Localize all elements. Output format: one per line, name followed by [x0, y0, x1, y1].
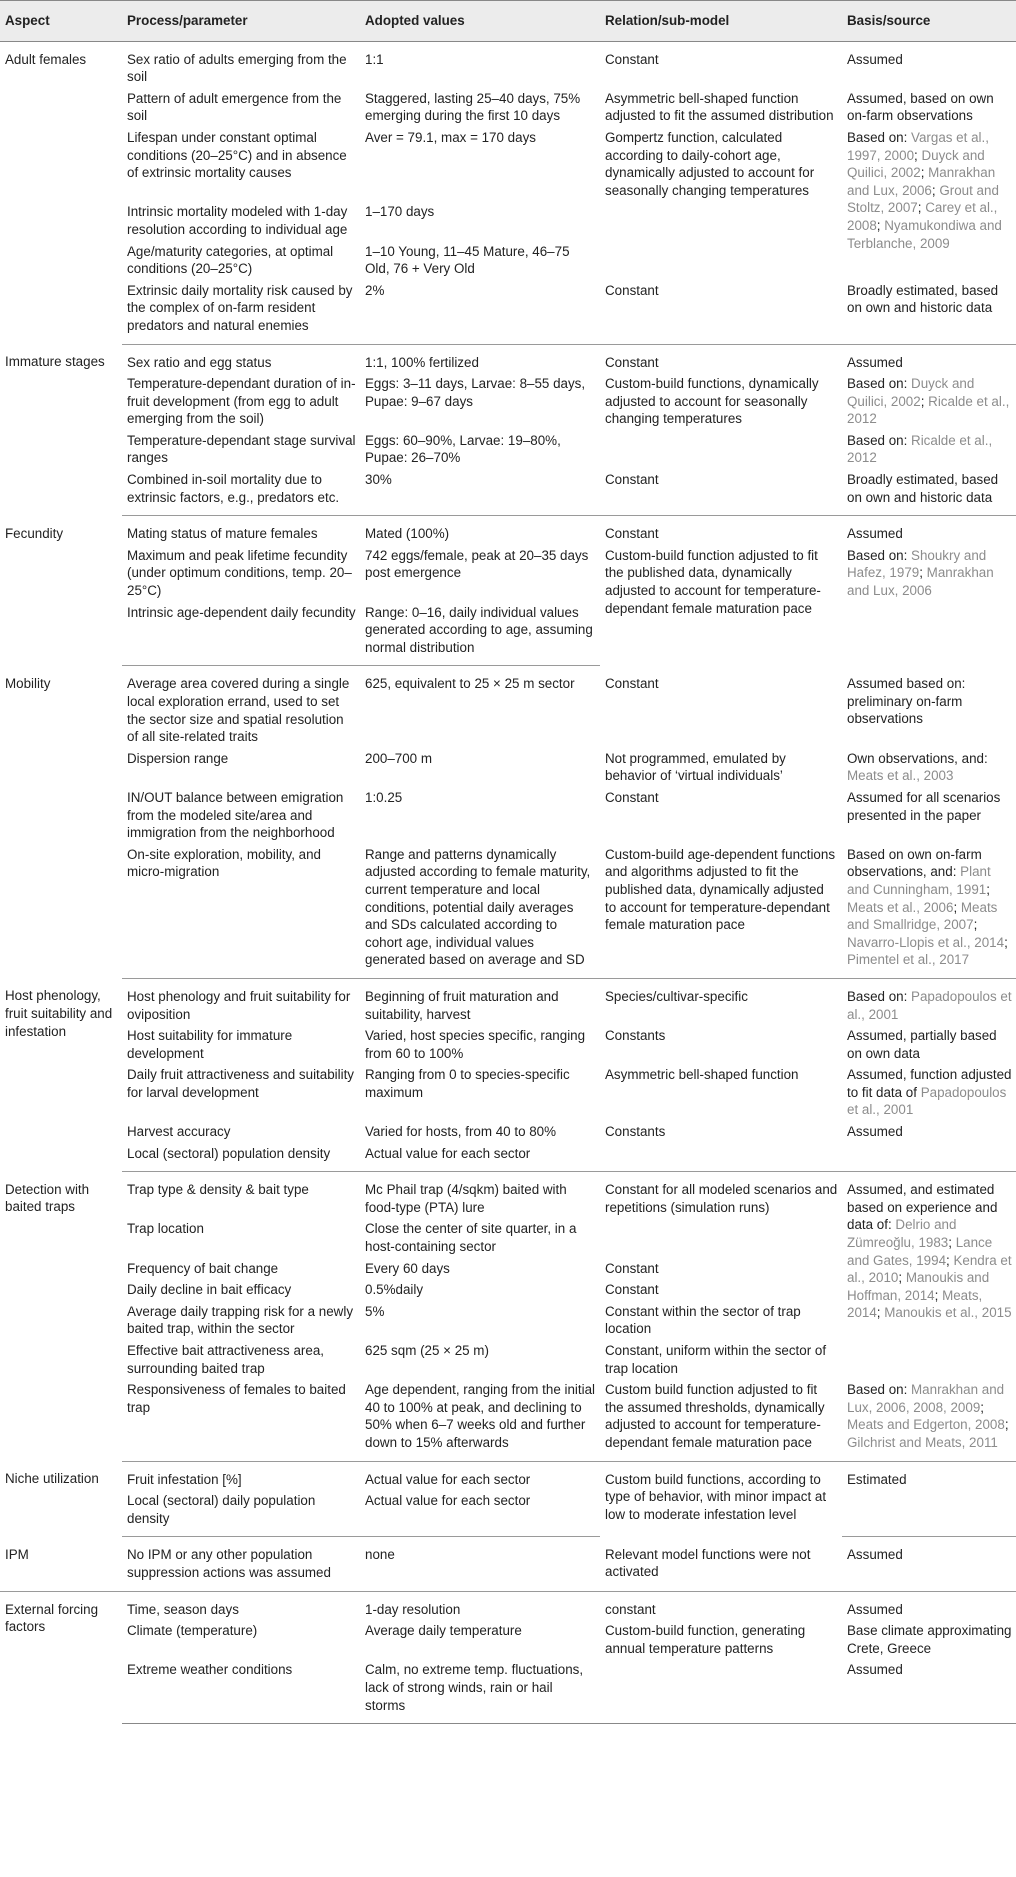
- basis-text: Base climate approximating Crete, Greece: [847, 1623, 1012, 1656]
- relation-cell: Constants: [605, 1124, 666, 1140]
- value-cell: Varied, host species specific, ranging from 60 to 100%: [365, 1028, 586, 1061]
- value-cell: 1–10 Young, 11–45 Mature, 46–75 Old, 76 + Very Old: [365, 243, 570, 277]
- basis-cell: [842, 1461, 1016, 1490]
- relation-cell: Constant: [605, 51, 659, 67]
- relation-cell: Constant: [605, 1260, 659, 1276]
- table-group: [0, 1461, 1016, 1537]
- table-group: [0, 666, 1016, 979]
- basis-text: ;: [914, 147, 922, 163]
- param-cell: Pattern of adult emergence from the soil: [127, 90, 342, 124]
- aspect-cell: Detection with baited traps: [5, 1181, 90, 1215]
- table-row: [0, 1121, 1016, 1143]
- param-cell: Lifespan under constant optimal conditions (20–25°C) and in absence of extrinsic mortality causes: [127, 129, 347, 181]
- relation-cell: Constant: [605, 526, 659, 542]
- param-cell: On-site exploration, mobility, and micro-migration: [122, 844, 360, 979]
- value-cell: 5%: [365, 1303, 385, 1319]
- relation-cell: Custom-build functions, dynamically adjusted to account for seasonally changing temperatures: [605, 376, 819, 427]
- basis-text: Assumed, partially based on own data: [847, 1028, 997, 1061]
- value-cell: none: [360, 1537, 600, 1591]
- basis-text: Assumed: [847, 1601, 903, 1617]
- basis-text: Assumed: [847, 354, 903, 370]
- table-row: [0, 1620, 1016, 1659]
- table-group: [0, 516, 1016, 666]
- relation-cell: Constant: [605, 789, 659, 805]
- aspect-cell: IPM: [0, 1537, 122, 1591]
- basis-text: ;: [919, 565, 927, 581]
- relation-cell: Constant: [605, 354, 659, 370]
- param-cell: Local (sectoral) population density: [122, 1143, 360, 1172]
- basis-text: ;: [917, 200, 926, 216]
- aspect-cell: External forcing factors: [5, 1601, 99, 1635]
- param-cell: Trap type & density & bait type: [127, 1182, 309, 1198]
- basis-cell: [842, 469, 1016, 516]
- basis-text: Assumed, based on own on-farm observations: [847, 90, 994, 124]
- aspect-cell: Niche utilization: [5, 1471, 99, 1487]
- value-cell: Age dependent, ranging from the initial 40 to 100% at peak, and declining to 50% when 6–7 weeks old and further down to 15% afterwards: [360, 1379, 600, 1461]
- basis-text: ;: [920, 165, 929, 181]
- basis-text: ;: [953, 899, 961, 915]
- reference-link[interactable]: Kendra et al., 2010: [847, 1252, 1012, 1286]
- value-cell: Staggered, lasting 25–40 days, 75% emerging during the first 10 days: [365, 90, 581, 124]
- relation-cell: Custom-build age-dependent functions and algorithms adjusted to fit the published data, dynamically adjusted to account for temperature-dependant female maturation pace: [600, 844, 842, 979]
- basis-text: ;: [980, 1399, 985, 1415]
- table-row: [0, 748, 1016, 787]
- value-cell: 1:1, 100% fertilized: [365, 354, 479, 370]
- table-row: [0, 1143, 1016, 1172]
- relation-cell: Constants: [605, 1028, 666, 1044]
- basis-cell: [842, 666, 1016, 748]
- basis-text: Estimated: [847, 1471, 907, 1487]
- basis-cell: [842, 1064, 1016, 1121]
- param-cell: Frequency of bait change: [127, 1260, 279, 1276]
- basis-text: Based on:: [847, 1382, 912, 1398]
- header-values: Adopted values: [360, 1, 600, 42]
- value-cell: Ranging from 0 to species-specific maximum: [365, 1067, 570, 1100]
- basis-text: Assumed based on: preliminary on-farm observations: [847, 675, 966, 727]
- param-cell: Intrinsic age-dependent daily fecundity: [122, 602, 360, 666]
- value-cell: Actual value for each sector: [360, 1490, 600, 1537]
- basis-cell: [842, 787, 1016, 844]
- reference-link[interactable]: Navarro-Llopis et al., 2014: [847, 934, 1005, 950]
- value-cell: 200–700 m: [365, 750, 433, 766]
- reference-link[interactable]: Meats et al., 2006: [847, 899, 954, 915]
- table-row: [0, 844, 1016, 979]
- table-row: [0, 88, 1016, 127]
- param-cell: Extreme weather conditions: [122, 1659, 360, 1723]
- relation-cell: Gompertz function, calculated according to daily-cohort age, dynamically adjusted to account for seasonally changing temperatures: [605, 129, 815, 198]
- value-cell: Actual value for each sector: [365, 1471, 531, 1487]
- param-cell: Dispersion range: [127, 750, 229, 766]
- basis-text: Own observations, and:: [847, 750, 988, 766]
- value-cell: Mated (100%): [365, 526, 450, 542]
- aspect-cell: Mobility: [5, 675, 51, 691]
- value-cell: Range: 0–16, daily individual values generated according to age, assuming normal distribution: [360, 602, 600, 666]
- relation-cell: Constant for all modeled scenarios and repetitions (simulation runs): [605, 1182, 838, 1215]
- value-cell: Eggs: 60–90%, Larvae: 19–80%, Pupae: 26–70%: [365, 432, 561, 466]
- table-row: [0, 787, 1016, 844]
- reference-link[interactable]: Manoukis et al., 2015: [884, 1305, 1012, 1321]
- reference-link[interactable]: Meats and Smallridge, 2007: [847, 899, 998, 933]
- reference-link[interactable]: Nyamukondiwa and Terblanche, 2009: [847, 217, 1002, 251]
- param-cell: Host suitability for immature development: [127, 1028, 293, 1061]
- relation-cell: Custom build functions, according to type of behavior, with minor impact at low to moderate infestation level: [605, 1471, 827, 1522]
- value-cell: 1:1: [365, 51, 384, 67]
- basis-text: Assumed for all scenarios presented in the paper: [847, 789, 1001, 823]
- table-row: [0, 1537, 1016, 1591]
- table-row: [0, 1025, 1016, 1064]
- basis-cell: [842, 88, 1016, 127]
- table-row: [0, 280, 1016, 344]
- basis-text: Assumed: [847, 51, 903, 67]
- basis-text: ;: [948, 1235, 956, 1251]
- param-cell: Sex ratio of adults emerging from the soil: [127, 51, 347, 85]
- relation-cell: Constant within the sector of trap location: [605, 1303, 801, 1337]
- param-cell: Climate (temperature): [127, 1623, 258, 1639]
- table-group: [0, 41, 1016, 344]
- basis-cell: [842, 748, 1016, 787]
- reference-link[interactable]: Meats and Edgerton, 2008: [847, 1417, 1005, 1433]
- param-cell: Average daily trapping risk for a newly baited trap, within the sector: [127, 1303, 354, 1337]
- table-row: [0, 127, 1016, 201]
- value-cell: Eggs: 3–11 days, Larvae: 8–55 days, Pupae: 9–67 days: [365, 376, 586, 409]
- table-row: [0, 545, 1016, 602]
- table-group: [0, 1172, 1016, 1461]
- reference-link[interactable]: Gilchrist and Meats, 2011: [847, 1434, 998, 1450]
- param-cell: Daily fruit attractiveness and suitability for larval development: [127, 1067, 354, 1100]
- reference-link[interactable]: Duyck and Quilici, 2002: [847, 376, 975, 409]
- relation-cell: Constant, uniform within the sector of trap location: [605, 1343, 827, 1376]
- relation-cell: Constant: [605, 1282, 659, 1298]
- param-cell: Fruit infestation [%]: [127, 1471, 242, 1487]
- basis-text: Assumed: [847, 526, 903, 542]
- basis-cell: [842, 41, 1016, 88]
- param-cell: Temperature-dependant stage survival ranges: [127, 432, 356, 466]
- basis-text: Assumed: [847, 1124, 903, 1140]
- basis-text: Based on:: [847, 547, 912, 563]
- basis-cell: [842, 1172, 1016, 1379]
- param-cell: Maximum and peak lifetime fecundity (under optimum conditions, temp. 20–25°C): [127, 547, 352, 599]
- relation-cell: Asymmetric bell-shaped function adjusted to fit the assumed distribution: [605, 90, 834, 124]
- basis-cell: [842, 844, 1016, 979]
- reference-link[interactable]: Manrakhan and Lux, 2006: [847, 565, 994, 599]
- relation-cell: Not programmed, emulated by behavior of ‘virtual individuals’: [605, 750, 786, 784]
- table-row: [0, 1172, 1016, 1219]
- value-cell: 625, equivalent to 25 × 25 m sector: [365, 676, 575, 692]
- reference-link[interactable]: Shoukry and Hafez, 1979: [847, 547, 987, 581]
- reference-link[interactable]: Papadopoulos et al., 2001: [847, 1084, 1007, 1118]
- relation-cell: [600, 1143, 842, 1172]
- value-cell: Aver = 79.1, max = 170 days: [365, 129, 536, 145]
- basis-cell: [842, 1143, 1016, 1172]
- table-row: [0, 1659, 1016, 1723]
- table-row: [0, 373, 1016, 430]
- basis-text: ;: [1004, 1417, 1009, 1433]
- table-row: [0, 430, 1016, 469]
- reference-link[interactable]: Vargas et al., 1997, 2000: [847, 129, 989, 163]
- relation-cell: Custom-build function adjusted to fit the published data, dynamically adjusted to account for temperature-dependant female maturation pace: [605, 547, 821, 616]
- aspect-cell: Host phenology, fruit suitability and infestation: [5, 988, 113, 1039]
- basis-cell: [842, 1490, 1016, 1537]
- reference-link[interactable]: Manoukis and Hoffman, 2014: [847, 1270, 990, 1303]
- basis-cell: [842, 978, 1016, 1025]
- value-cell: Calm, no extreme temp. fluctuations, lack of strong winds, rain or hail storms: [360, 1659, 600, 1723]
- relation-cell: [600, 241, 842, 280]
- basis-text: Based on:: [847, 432, 912, 448]
- table-row: [0, 41, 1016, 88]
- table-group: [0, 978, 1016, 1171]
- value-cell: Varied for hosts, from 40 to 80%: [365, 1124, 557, 1140]
- reference-link[interactable]: Manrakhan and Lux, 2006, 2008, 2009: [847, 1382, 1005, 1415]
- reference-link[interactable]: Papadopoulos et al., 2001: [847, 988, 1012, 1022]
- value-cell: Range and patterns dynamically adjusted according to female maturity, current temperature and local conditions, potential daily averages and SDs calculated according to cohort age, individual values generated based on average and SD: [360, 844, 600, 979]
- value-cell: Actual value for each sector: [360, 1143, 600, 1172]
- relation-cell: constant: [605, 1601, 656, 1617]
- table-row: [0, 978, 1016, 1025]
- table-row: [0, 469, 1016, 516]
- value-cell: Beginning of fruit maturation and suitability, harvest: [365, 988, 559, 1022]
- basis-text: ;: [1004, 934, 1008, 950]
- table-row: [0, 516, 1016, 545]
- param-cell: Harvest accuracy: [127, 1124, 231, 1140]
- header-relation: Relation/sub-model: [600, 1, 842, 42]
- value-cell: 1-day resolution: [365, 1601, 461, 1617]
- value-cell: Mc Phail trap (4/sqkm) baited with food-type (PTA) lure: [365, 1182, 567, 1215]
- table-row: [0, 1461, 1016, 1490]
- param-cell: Combined in-soil mortality due to extrinsic factors, e.g., predators etc.: [122, 469, 360, 516]
- basis-cell: [842, 127, 1016, 280]
- relation-cell: Species/cultivar-specific: [605, 988, 748, 1004]
- aspect-cell: Immature stages: [5, 354, 105, 369]
- basis-text: Broadly estimated, based on own and historic data: [847, 472, 999, 505]
- header-row: [0, 1, 1016, 42]
- header-process: Process/parameter: [122, 1, 360, 42]
- basis-text: Assumed: [847, 1547, 903, 1563]
- value-cell: Average daily temperature: [365, 1623, 522, 1639]
- basis-cell: [842, 1620, 1016, 1659]
- param-cell: Extrinsic daily mortality risk caused by the complex of on-farm resident predators and natural enemies: [122, 280, 360, 344]
- table-row: [0, 666, 1016, 748]
- relation-cell: Constant: [605, 675, 659, 691]
- reference-link[interactable]: Ricalde et al., 2012: [847, 432, 993, 466]
- basis-text: Based on:: [847, 988, 912, 1004]
- reference-link[interactable]: Duyck and Quilici, 2002: [847, 147, 985, 181]
- reference-link[interactable]: Plant and Cunningham, 1991: [847, 864, 991, 897]
- value-cell: 1–170 days: [365, 204, 435, 220]
- aspect-cell: Adult females: [5, 51, 87, 67]
- param-cell: Daily decline in bait efficacy: [127, 1282, 292, 1298]
- basis-cell: [842, 1379, 1016, 1461]
- table-row: [0, 344, 1016, 373]
- relation-cell: [600, 201, 842, 240]
- basis-text: ;: [946, 1252, 954, 1268]
- relation-cell: Custom-build function, generating annual temperature patterns: [605, 1623, 806, 1656]
- reference-link[interactable]: Meats, 2014: [847, 1287, 983, 1321]
- basis-cell: [842, 516, 1016, 545]
- relation-cell: Asymmetric bell-shaped function: [605, 1067, 799, 1083]
- basis-text: ;: [876, 1305, 885, 1321]
- basis-text: ;: [931, 182, 940, 198]
- value-cell: Every 60 days: [365, 1260, 450, 1276]
- basis-cell: [842, 1537, 1016, 1591]
- reference-link[interactable]: Manrakhan and Lux, 2006: [847, 165, 996, 198]
- table-group: [0, 1537, 1016, 1591]
- param-cell: No IPM or any other population suppression actions was assumed: [122, 1537, 360, 1591]
- param-cell: Trap location: [127, 1221, 204, 1237]
- reference-link[interactable]: Pimentel et al., 2017: [847, 952, 970, 968]
- value-cell: 1:0.25: [365, 789, 403, 805]
- basis-text: ;: [898, 1270, 906, 1286]
- basis-text: ;: [920, 393, 929, 409]
- relation-cell: [600, 1218, 842, 1257]
- table-row: [0, 1490, 1016, 1537]
- param-cell: Effective bait attractiveness area, surrounding baited trap: [127, 1343, 324, 1376]
- relation-cell: Constant: [600, 469, 842, 516]
- param-cell: Sex ratio and egg status: [127, 354, 272, 370]
- basis-text: ;: [876, 217, 885, 233]
- table-row: [0, 1591, 1016, 1620]
- basis-cell: [842, 1591, 1016, 1620]
- basis-text: ;: [973, 917, 978, 933]
- relation-cell: [600, 1659, 842, 1723]
- basis-text: Based on:: [847, 376, 912, 392]
- table-row: [0, 1379, 1016, 1461]
- param-cell: Mating status of mature females: [127, 526, 318, 542]
- reference-link[interactable]: Grout and Stoltz, 2007: [847, 182, 999, 216]
- param-cell: Responsiveness of females to baited trap: [122, 1379, 360, 1461]
- basis-cell: [842, 1659, 1016, 1723]
- param-cell: Intrinsic mortality modeled with 1-day resolution according to individual age: [127, 204, 348, 237]
- basis-cell: [842, 430, 1016, 469]
- param-cell: Age/maturity categories, at optimal conditions (20–25°C): [127, 243, 334, 277]
- table-row: [0, 1064, 1016, 1121]
- table-group: [0, 1591, 1016, 1724]
- basis-cell: [842, 1025, 1016, 1064]
- table-group: [0, 344, 1016, 516]
- basis-text: Based on:: [847, 129, 912, 145]
- value-cell: Close the center of site quarter, in a host-containing sector: [365, 1221, 577, 1255]
- value-cell: 30%: [360, 469, 600, 516]
- reference-link[interactable]: Ricalde et al., 2012: [847, 393, 1010, 427]
- reference-link[interactable]: Carey et al., 2008: [847, 200, 998, 233]
- reference-link[interactable]: Lance and Gates, 1994: [847, 1235, 993, 1268]
- reference-link[interactable]: Delrio and Zümreoğlu, 1983: [847, 1217, 957, 1251]
- basis-text: Assumed: [847, 1662, 903, 1678]
- basis-cell: [842, 373, 1016, 430]
- value-cell: 742 eggs/female, peak at 20–35 days post emergence: [365, 547, 589, 581]
- reference-link[interactable]: Meats et al., 2003: [847, 768, 954, 784]
- param-cell: Time, season days: [127, 1601, 239, 1617]
- basis-text: ;: [986, 881, 990, 897]
- param-cell: Local (sectoral) daily population density: [122, 1490, 360, 1537]
- value-cell: 2%: [360, 280, 600, 344]
- param-cell: Temperature-dependant duration of in-fruit development (from egg to adult emerging from the soil): [127, 376, 356, 427]
- basis-text: Assumed, and estimated based on experience and data of:: [847, 1182, 998, 1233]
- aspect-cell: Fecundity: [5, 525, 64, 541]
- param-cell: Average area covered during a single local exploration errand, used to set the sector size and spatial resolution of all site-related traits: [127, 676, 350, 745]
- relation-cell: Custom build function adjusted to fit the assumed thresholds, dynamically adjusted to account for temperature-dependant female maturation pace: [600, 1379, 842, 1461]
- basis-cell: [842, 545, 1016, 666]
- basis-text: Assumed, function adjusted to fit data of: [847, 1067, 1012, 1100]
- basis-cell: [842, 1121, 1016, 1143]
- value-cell: 0.5%daily: [365, 1282, 424, 1298]
- header-basis: Basis/source: [842, 1, 1016, 42]
- param-cell: IN/OUT balance between emigration from the modeled site/area and immigration from the neighborhood: [127, 789, 344, 841]
- value-cell: 625 sqm (25 × 25 m): [365, 1343, 489, 1358]
- basis-cell: [842, 344, 1016, 373]
- basis-text: ;: [934, 1287, 943, 1303]
- param-cell: Host phenology and fruit suitability for oviposition: [127, 988, 351, 1022]
- header-aspect: Aspect: [0, 1, 122, 42]
- basis-text: Broadly estimated, based on own and historic data: [847, 282, 999, 316]
- relation-cell: [600, 430, 842, 469]
- relation-cell: Constant: [600, 280, 842, 344]
- relation-cell: Relevant model functions were not activated: [600, 1537, 842, 1591]
- basis-cell: [842, 280, 1016, 344]
- basis-text: Based on own on-farm observations, and:: [847, 846, 982, 880]
